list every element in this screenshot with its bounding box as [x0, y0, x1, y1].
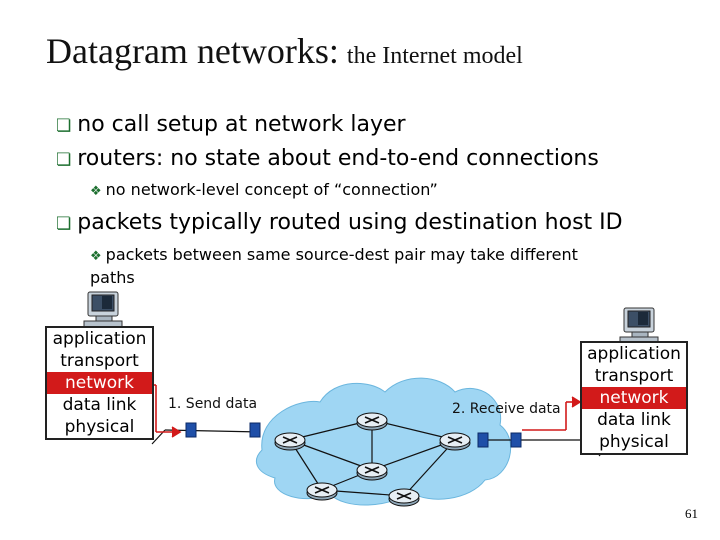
receive-data-label: 2. Receive data [452, 401, 561, 417]
left-protocol-stack [45, 326, 154, 440]
square-bullet-icon: ❏ [56, 214, 72, 234]
right-protocol-stack [580, 341, 688, 455]
layer-network: network [47, 372, 152, 394]
diamond-bullet-icon: ❖ [90, 249, 102, 264]
sub-bullet-2: ❖ packets between same source-dest pair may take different paths [90, 245, 578, 287]
title-sub: the Internet model [346, 43, 523, 69]
layer-data-link: data link [62, 395, 137, 415]
router-icon [440, 433, 470, 450]
bullet-2: ❏ routers: no state about end-to-end connections [56, 146, 599, 171]
computer-icon [84, 292, 122, 327]
router-icon [275, 433, 305, 450]
square-bullet-icon: ❏ [56, 150, 72, 170]
router-icon [307, 483, 337, 500]
square-bullet-icon: ❏ [56, 116, 72, 136]
layer-transport: transport [594, 366, 674, 386]
router-icon [389, 489, 419, 506]
sub-bullet-1: ❖ no network-level concept of “connection” [90, 180, 438, 199]
bullet-1: ❏ no call setup at network layer [56, 112, 406, 137]
computer-icon [620, 308, 658, 343]
layer-transport: transport [60, 351, 139, 371]
router-icon [357, 413, 387, 430]
layer-physical: physical [599, 432, 669, 452]
router-icon [357, 463, 387, 480]
left-access-link [152, 423, 260, 444]
layer-application: application [587, 344, 681, 364]
layer-data-link: data link [597, 410, 671, 430]
layer-physical: physical [64, 417, 135, 437]
send-data-label: 1. Send data [168, 396, 258, 412]
layer-application: application [52, 329, 147, 349]
diamond-bullet-icon: ❖ [90, 184, 102, 199]
title-main: Datagram networks: [46, 31, 339, 71]
page-number: 61 [685, 506, 698, 521]
bullet-3: ❏ packets typically routed using destination host ID [56, 210, 623, 235]
layer-network: network [582, 387, 686, 409]
